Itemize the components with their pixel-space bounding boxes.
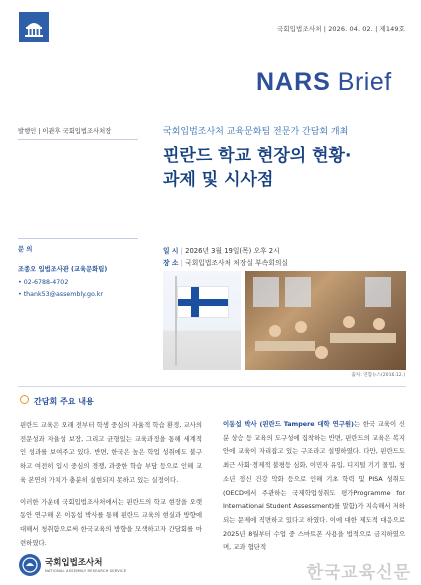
classroom-window — [253, 277, 279, 307]
place-label: 장 소 — [163, 259, 179, 267]
event-date: 일 시 | 2026년 3월 19일(목) 오후 2시 — [163, 247, 280, 255]
student — [343, 316, 355, 328]
section-divider — [18, 386, 406, 387]
publisher-line: 발행인 | 이관후 국회입법조사처장 — [18, 128, 112, 135]
section-title: 간담회 주요 내용 — [34, 397, 94, 406]
event-place: 장 소 | 국회입법조사처 처장실 부속회의실 — [163, 259, 288, 267]
top-header — [0, 0, 421, 52]
date-label: 일 시 — [163, 247, 179, 255]
brand-nars: NARS — [256, 68, 331, 96]
speaker-name: 이동섭 박사 (핀란드 Tampere 대학 연구원) — [223, 420, 354, 428]
nars-emblem-icon — [19, 554, 41, 576]
event-subtitle: 국회입법조사처 교육문화팀 전문가 간담회 개최 — [163, 127, 349, 137]
sidebar-divider — [18, 238, 138, 239]
body-left-column — [20, 419, 202, 558]
title-line-2: 과제 및 시사점 — [163, 170, 274, 190]
assembly-building-logo-icon — [19, 12, 49, 42]
sidebar-divider — [18, 139, 138, 140]
contact-email[interactable]: • thank53@assembly.go.kr — [18, 291, 103, 298]
photo-caption: 출처: 연합뉴스(2016.12.) — [351, 373, 405, 378]
contact-phone: • 02-6788-4702 — [18, 279, 69, 286]
date-value: 2026년 3월 19일(목) 오후 2시 — [185, 247, 280, 255]
student — [373, 318, 385, 330]
title-line-1: 핀란드 학교 현장의 현황· — [163, 146, 352, 166]
classroom-window — [365, 277, 391, 307]
speaker-text: 는 한국 교육이 신분 상승 등 교육의 도구성에 집착하는 반면, 핀란드의 교육은 복지 안에 교육이 자리잡고 있는 구조라고 설명하였다. 다만, 핀란드도 최근 사회·경제적 불평등 심화, 이민자 유입, 디지털 기기 몰입, 청소년 정신 건강 악화 등으로 인해 기초 학력 및 PISA 성취도(OECD에서 주관하는 국제학업성취도 평가Programme for International Student Assessment)를 말함)가 지속해서 저하되는 문제에 직면하고 있다고 하였다. 이에 대한 제도적 대응으로 2025년 8월부터 수업 중 스마트폰 사용을 법적으로 금지하였으며, 교과 협단적 — [223, 420, 406, 552]
issue-meta: 국회입법조사처 | 2026. 04. 02. | 제149호 — [276, 25, 405, 33]
footer-org-name: 국회입법조사처 — [45, 558, 103, 568]
body-paragraph: 이러한 가운데 국회입법조사처에서는 핀란드의 학교 현장을 오랫동안 연구해 온 이동섭 박사를 통해 핀란드 교육의 현실과 방향에 대해서 청취함으로써 한국교육의 방향을 모색하고자 간담회를 마련하였다. — [20, 497, 202, 547]
nars-brief-logo — [256, 70, 392, 95]
brand-brief: Brief — [337, 68, 392, 96]
student — [315, 346, 328, 359]
desk — [255, 341, 315, 351]
footer-org-sub: NATIONAL ASSEMBLY RESEARCH SERVICE — [45, 569, 127, 573]
body-paragraph: 핀란드 교육은 오래 전부터 학생 중심의 자율적 학습 환경, 교사의 전문성과 자율성 보장, 그리고 균형있는 교육과정을 통해 세계적인 성과를 보여주고 있다. 반면, 한국은 높은 학업 성취에도 불구하고 여전히 입시 중심의 경쟁, 과중한 학습 부담 등으로 인해 교육 본연의 가치가 충분히 실현되지 못하고 있는 실정이다. — [20, 421, 202, 484]
student — [269, 325, 281, 337]
desk — [330, 333, 396, 343]
contact-heading: 문 의 — [18, 246, 33, 253]
bulb-icon — [20, 395, 29, 404]
contact-person: 조종오 입법조사관 (교육문화팀) — [18, 266, 108, 273]
watermark: 한국교육신문 — [306, 563, 411, 583]
student — [295, 321, 307, 333]
body-right-column — [223, 418, 405, 563]
page-title — [163, 144, 403, 192]
classroom-photo — [245, 271, 406, 370]
classroom-window — [285, 277, 311, 307]
finland-flag-icon — [177, 286, 229, 318]
body-paragraph — [223, 418, 405, 555]
finland-flag-photo — [163, 271, 241, 370]
place-value: 국회입법조사처 처장실 부속회의실 — [185, 259, 288, 267]
